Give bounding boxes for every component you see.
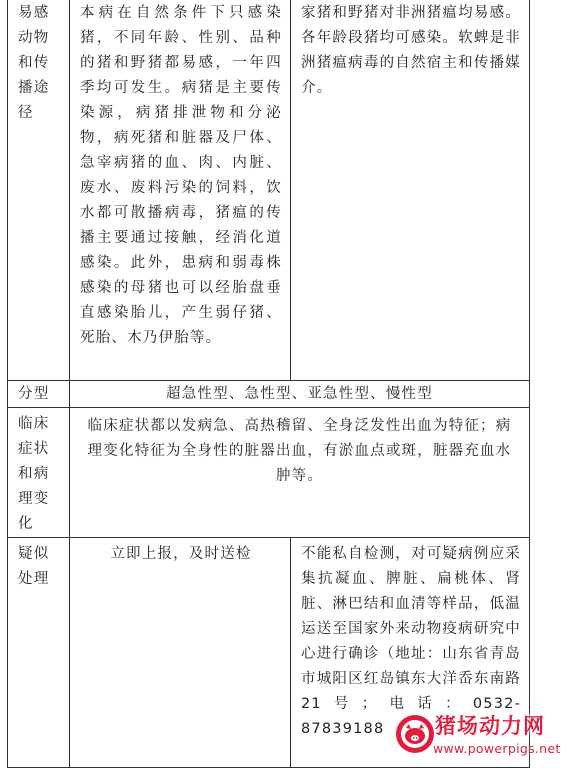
- table-row-clinical: [8, 408, 530, 538]
- cell-suspect-col2: 立即上报，及时送检: [70, 538, 291, 768]
- watermark: [393, 706, 561, 763]
- cell-clinical-value: 临床症状都以发病急、高热稽留、全身泛发性出血为特征；病理变化特征为全身性的脏器出血，有淤血点或斑，脏器充血水肿等。: [70, 408, 530, 538]
- row-label-type: 分型: [8, 381, 70, 408]
- watermark-name: 猪场动力网: [435, 714, 545, 738]
- watermark-url: www.powerpigs.net: [433, 741, 561, 756]
- table-row-transmission: [8, 0, 530, 381]
- row-label-clinical: 临床症状和病理变化: [8, 408, 70, 538]
- comparison-table: [7, 0, 530, 768]
- pig-logo-icon: [393, 712, 437, 756]
- cell-suspect-col3: 不能私自检测，对可疑病例应采集抗凝血、脾脏、扁桃体、肾脏、淋巴结和血清等样品，低温运送至国家外来动物疫病研究中心进行确诊（地址：山东省青岛市城阳区红岛镇东大洋岙东南路21号；电话：0532-87839188: [291, 538, 530, 768]
- row-label-suspect: 疑似处理: [8, 538, 70, 768]
- table-row-type: [8, 381, 530, 408]
- cell-type-value: 超急性型、急性型、亚急性型、慢性型: [70, 381, 530, 408]
- cell-transmission-col3: 家猪和野猪对非洲猪瘟均易感。各年龄段猪均可感染。软蜱是非洲猪瘟病毒的自然宿主和传播媒介。: [291, 0, 530, 381]
- cell-transmission-col2: 本病在自然条件下只感染猪，不同年龄、性别、品种的猪和野猪都易感，一年四季均可发生。病猪是主要传染源，病猪排泄物和分泌物，病死猪和脏器及尸体、急宰病猪的血、肉、内脏、废水、废料污染的饲料，饮水都可散播病毒，猪瘟的传播主要通过接触，经消化道感染。此外，患病和弱毒株感染的母猪也可以经胎盘垂直感染胎儿，产生弱仔猪、死胎、木乃伊胎等。: [70, 0, 291, 381]
- row-label-transmission: 易感动物和传播途径: [8, 0, 70, 381]
